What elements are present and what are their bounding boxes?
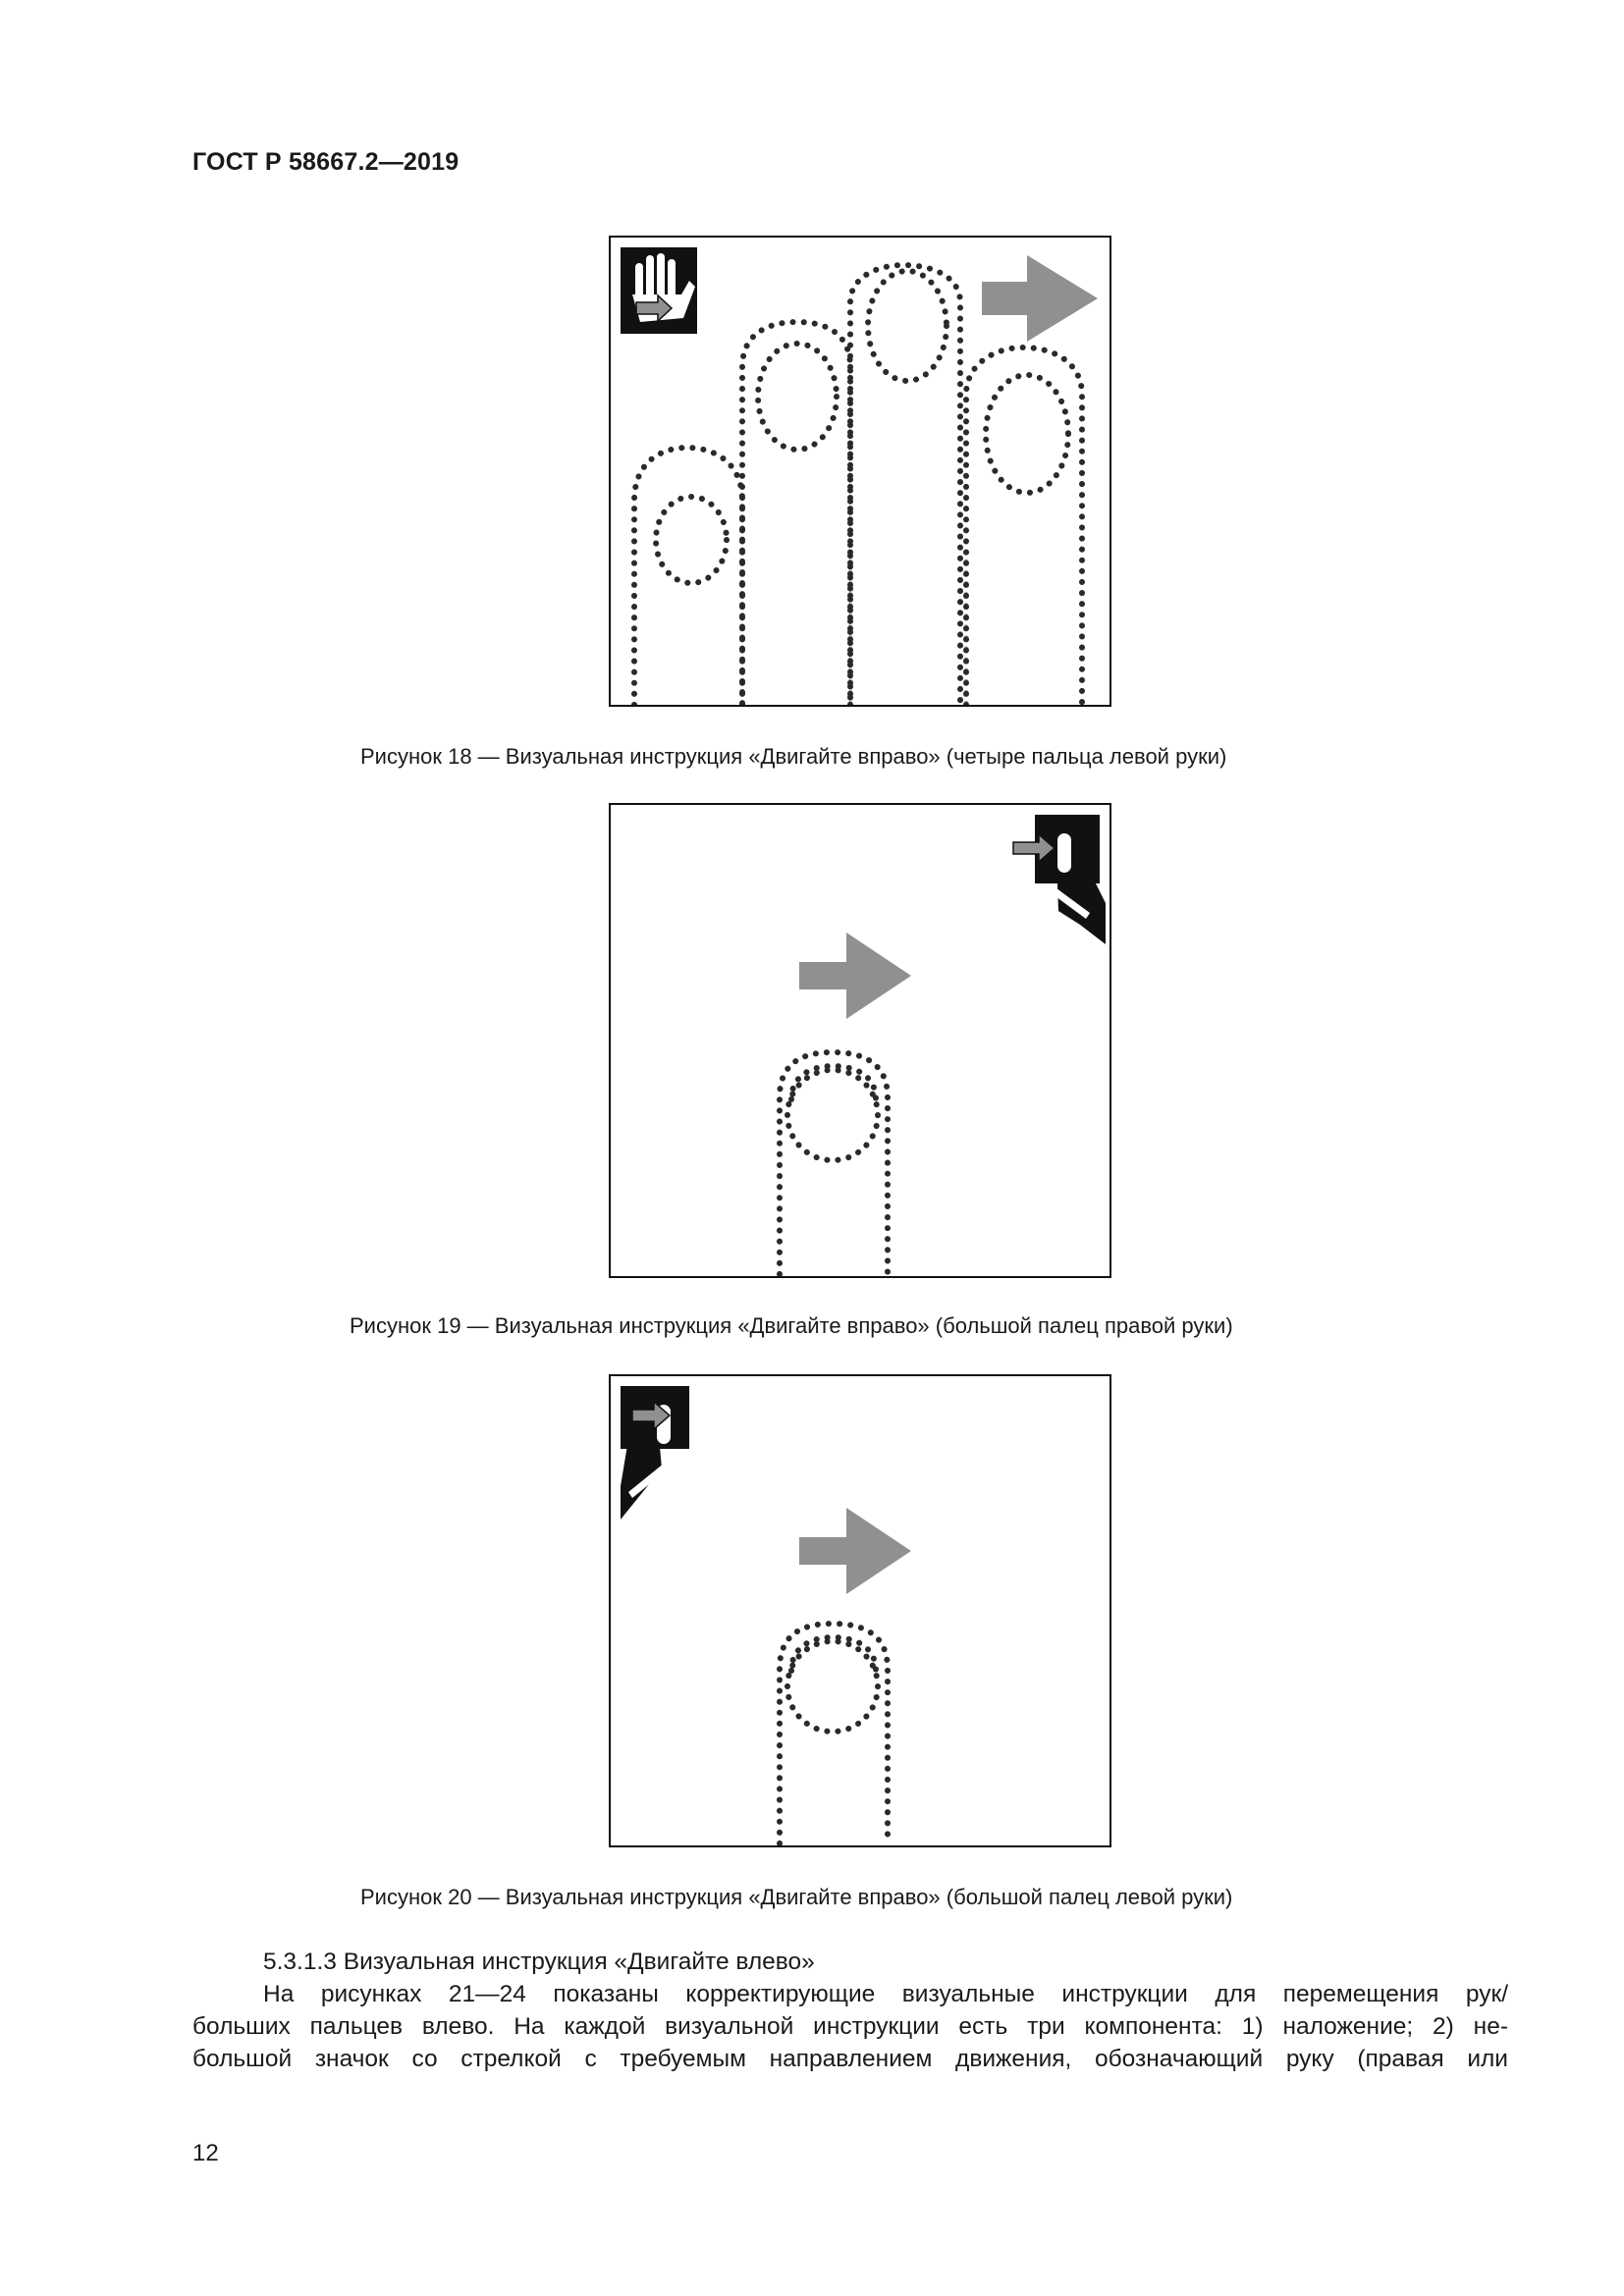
figure-18: [609, 236, 1111, 707]
right-arrow: [799, 933, 911, 1019]
figure-19-drawing: [611, 805, 1110, 1276]
right-arrow: [799, 1508, 911, 1594]
thumb-dotted: [780, 1052, 888, 1274]
thumb-dotted: [780, 1624, 888, 1843]
right-thumb-right-arrow-icon: [1013, 815, 1106, 944]
page-number: 12: [192, 2140, 219, 2166]
paragraph-line-1: На рисунках 21—24 показаны корректирующие визуальные инструкции для перемещения рук/: [263, 1981, 1508, 2007]
figure-18-caption: Рисунок 18 — Визуальная инструкция «Двигайте вправо» (четыре пальца левой руки): [360, 744, 1227, 769]
section-text: [192, 1946, 1508, 2075]
section-heading: 5.3.1.3 Визуальная инструкция «Двигайте влево»: [263, 1949, 815, 1975]
hand-four-fingers-right-arrow-icon: [621, 247, 697, 334]
figure-19-caption: Рисунок 19 — Визуальная инструкция «Двигайте вправо» (большой палец правой руки): [350, 1313, 1233, 1338]
document-header: ГОСТ Р 58667.2—2019: [192, 148, 460, 176]
four-fingers-dotted: [634, 265, 1082, 705]
figure-18-drawing: [611, 238, 1110, 705]
finger-separators: [742, 561, 966, 705]
right-arrow: [982, 255, 1098, 342]
paragraph-line-2: больших пальцев влево. На каждой визуальной инструкции есть три компонента: 1) наложение; 2) не-: [192, 2013, 1508, 2040]
figure-19: [609, 803, 1111, 1278]
figure-20: [609, 1374, 1111, 1847]
figure-20-drawing: [611, 1376, 1110, 1845]
figure-20-caption: Рисунок 20 — Визуальная инструкция «Двигайте вправо» (большой палец левой руки): [360, 1885, 1233, 1909]
left-thumb-right-arrow-icon: [621, 1386, 689, 1520]
paragraph-line-3: большой значок со стрелкой с требуемым направлением движения, обозначающий руку (правая или: [192, 2046, 1508, 2072]
